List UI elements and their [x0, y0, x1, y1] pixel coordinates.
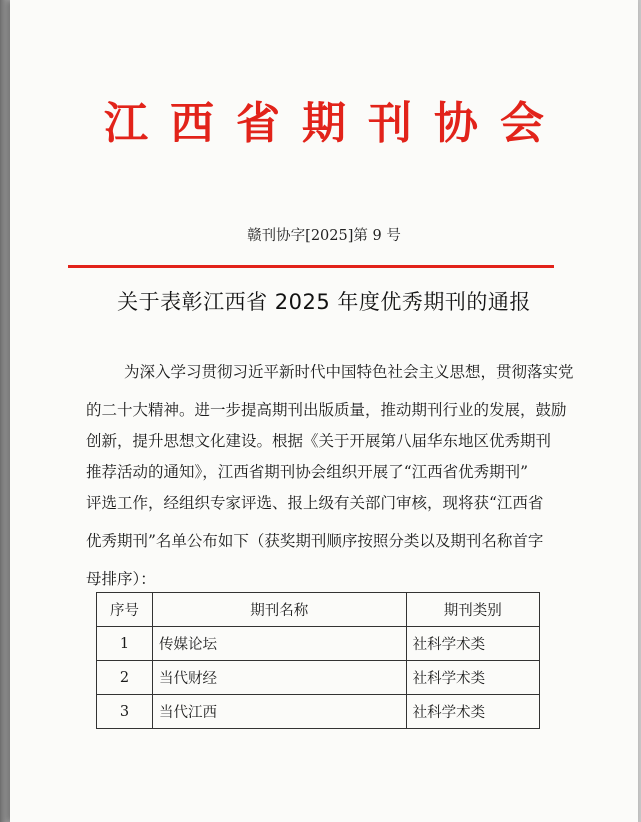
- cell-journal-name: 当代江西: [153, 695, 407, 729]
- table-header-row: [97, 593, 540, 627]
- paragraph-line-7: 母排序）：: [86, 570, 156, 588]
- organization-title: 江西省期刊协会: [104, 98, 566, 149]
- document-number: 赣刊协字[2025]第 9 号: [247, 228, 401, 244]
- cell-journal-category: 社科学术类: [406, 661, 539, 695]
- paragraph-line-2: 的二十大精神。进一步提高期刊出版质量，推动期刊行业的发展，鼓励: [86, 401, 567, 419]
- award-table: [96, 592, 540, 729]
- cell-journal-name: 当代财经: [153, 661, 407, 695]
- table-row: [97, 695, 540, 729]
- cell-serial: 3: [97, 695, 153, 729]
- cell-journal-category: 社科学术类: [406, 627, 539, 661]
- cell-journal-name: 传媒论坛: [153, 627, 407, 661]
- table-row: [97, 661, 540, 695]
- table-row: [97, 627, 540, 661]
- paragraph-line-4: 推荐活动的通知》，江西省期刊协会组织开展了“江西省优秀期刊”: [86, 463, 529, 481]
- paragraph-line-3: 创新，提升思想文化建设。根据《关于开展第八届华东地区优秀期刊: [86, 432, 552, 450]
- header-serial: 序号: [97, 593, 153, 627]
- paragraph-line-6: 优秀期刊”名单公布如下（获奖期刊顺序按照分类以及期刊名称首字: [86, 532, 544, 550]
- notice-title: 关于表彰江西省 2025 年度优秀期刊的通报: [117, 290, 531, 314]
- header-journal-category: 期刊类别: [406, 593, 539, 627]
- cell-serial: 2: [97, 661, 153, 695]
- red-divider-line: [68, 265, 554, 268]
- paragraph-line-5: 评选工作，经组织专家评选、报上级有关部门审核，现将获“江西省: [86, 494, 544, 512]
- paragraph-line-1: 为深入学习贯彻习近平新时代中国特色社会主义思想，贯彻落实党: [124, 363, 574, 381]
- header-journal-name: 期刊名称: [153, 593, 407, 627]
- cell-journal-category: 社科学术类: [406, 695, 539, 729]
- document-page: [10, 0, 638, 822]
- cell-serial: 1: [97, 627, 153, 661]
